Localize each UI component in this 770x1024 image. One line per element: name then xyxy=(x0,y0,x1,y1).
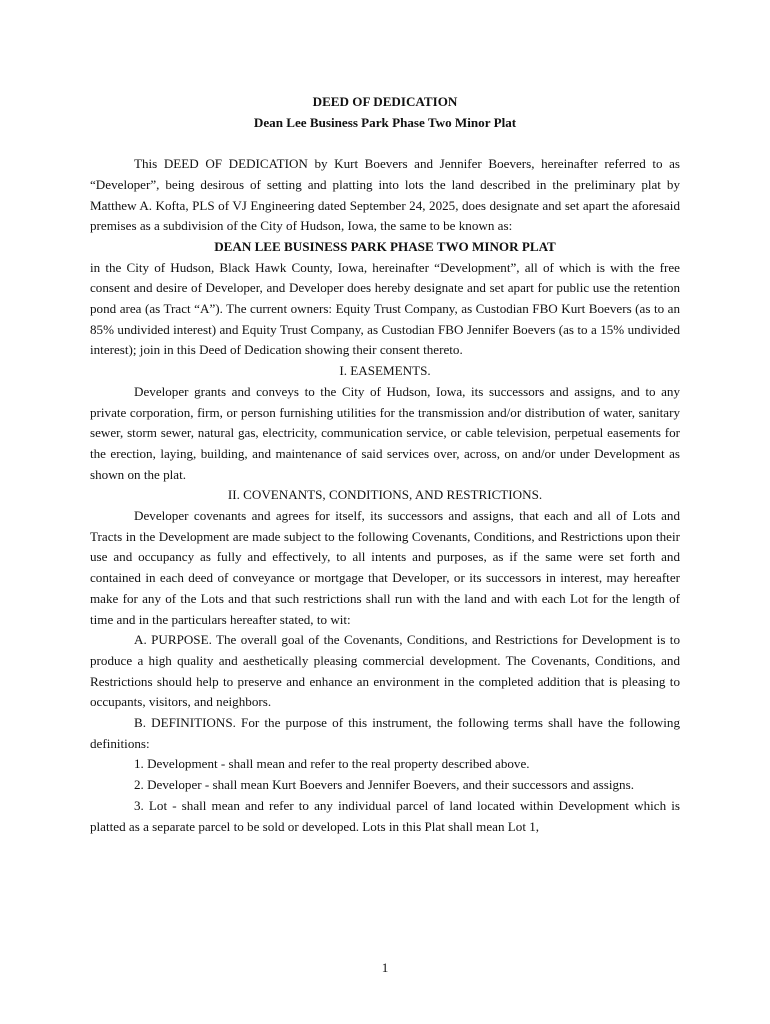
section-heading-covenants: II. COVENANTS, CONDITIONS, AND RESTRICTIONS. xyxy=(227,487,543,503)
purpose-paragraph: A. PURPOSE. The overall goal of the Covenants, Conditions, and Restrictions for Development is to produce a high quality and aesthetically pleasing commercial development. The Covenants, Conditions, and Restrictions should help to preserve and enhance an environment in the completed addition that is pleasing to occupants, visitors, and neighbors. xyxy=(90,632,680,710)
plat-name: DEAN LEE BUSINESS PARK PHASE TWO MINOR PLAT xyxy=(214,238,556,254)
intro-continuation: in the City of Hudson, Black Hawk County, Iowa, hereinafter “Development”, all of which is with the free consent and desire of Developer, and Developer does hereby designate and set apart for public use the retention pond area (as Tract “A”). The current owners: Equity Trust Company, as Custodian FBO Kurt Boevers (as to an 85% undivided interest) and Equity Trust Company, as Custodian FBO Jennifer Boevers (as to a 15% undivided interest); join in this Deed of Dedication showing their consent thereto. xyxy=(90,259,680,358)
easements-paragraph: Developer grants and conveys to the City of Hudson, Iowa, its successors and assigns, and to any private corporation, firm, or person furnishing utilities for the transmission and/or distribution of water, sanitary sewer, storm sewer, natural gas, electricity, communication service, or cable television, perpetual easements for the erection, laying, building, and maintenance of said services over, across, on and/or under Development as shown on the plat. xyxy=(90,383,680,482)
document-page xyxy=(90,92,680,837)
document-title: DEED OF DEDICATION xyxy=(312,94,458,109)
definitions-intro: B. DEFINITIONS. For the purpose of this instrument, the following terms shall have the following definitions: xyxy=(90,715,680,751)
page-number: 1 xyxy=(381,960,389,975)
section-heading-easements: I. EASEMENTS. xyxy=(339,363,431,379)
definition-item: 2. Developer - shall mean Kurt Boevers and Jennifer Boevers, and their successors and assigns. xyxy=(134,777,634,793)
definition-item: 1. Development - shall mean and refer to the real property described above. xyxy=(134,756,530,772)
definition-item: 3. Lot - shall mean and refer to any individual parcel of land located within Development which is platted as a separate parcel to be sold or developed. Lots in this Plat shall mean Lot 1, xyxy=(90,797,680,834)
intro-paragraph: This DEED OF DEDICATION by Kurt Boevers and Jennifer Boevers, hereinafter referred to as “Developer”, being desirous of setting and platting into lots the land described in the preliminary plat by Matthew A. Kofta, PLS of VJ Engineering dated September 24, 2025, does designate and set apart the aforesaid premises as a subdivision of the City of Hudson, Iowa, the same to be known as: xyxy=(90,156,680,234)
covenants-paragraph: Developer covenants and agrees for itself, its successors and assigns, that each and all of Lots and Tracts in the Development are made subject to the following Covenants, Conditions, and Restrictions upon their use and occupancy as fully and effectively, to all intents and purposes, as if the same were set forth and contained in each deed of conveyance or mortgage that Developer, or its successors in interest, may hereafter make for any of the Lots and that such restrictions shall run with the land and with each Lot for the length of time and in the particulars hereafter stated, to wit: xyxy=(90,508,680,627)
spacer xyxy=(90,133,680,154)
document-subtitle: Dean Lee Business Park Phase Two Minor Plat xyxy=(253,114,517,130)
